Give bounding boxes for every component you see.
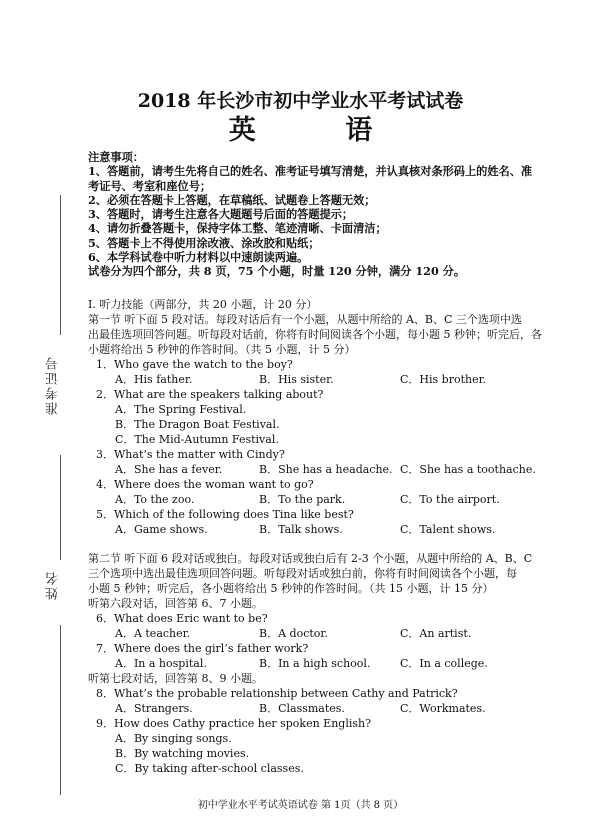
section2-instruction: 小题 5 秒钟；听完后，各小题将给出 5 秒钟的作答时间。（共 15 小题，计 15 分）: [88, 582, 494, 595]
binding-line: [60, 195, 61, 335]
question-stem: 1．Who gave the watch to the boy?: [96, 358, 293, 371]
notes-heading: 注意事项：: [88, 150, 144, 164]
section1-instruction: 第一节 听下面 5 段对话。每段对话后有一个小题，从题中所给的 A、B、C 三个选项中选: [88, 313, 522, 326]
name-label: 姓名: [46, 570, 61, 600]
question-stem: 6．What does Eric want to be?: [96, 612, 268, 625]
option-b: B．A doctor.: [259, 627, 328, 640]
option-c: C．His brother.: [400, 373, 487, 386]
dialog-heading: 听第七段对话，回答第 8、9 小题。: [88, 672, 263, 685]
option-b: B．By watching movies.: [115, 747, 250, 760]
option-a: A．His father.: [115, 373, 193, 386]
option-a: A．In a hospital.: [115, 657, 207, 670]
option-c: C．Talent shows.: [400, 523, 496, 536]
exam-number-label: 准考证号: [46, 355, 61, 415]
option-b: B．In a high school.: [259, 657, 371, 670]
option-a: A．Strangers.: [115, 702, 193, 715]
option-c: C．By taking after-school classes.: [115, 762, 304, 775]
option-a: A．By singing songs.: [115, 732, 232, 745]
binding-line: [60, 625, 61, 795]
option-a: A．A teacher.: [115, 627, 191, 640]
section1-instruction: 出最佳选项回答问题。听每段对话前，你将有时间阅读各个小题，每小题 5 秒钟；听完后，各: [88, 328, 542, 341]
option-a: A．She has a fever.: [115, 463, 223, 476]
option-b: B．Talk shows.: [259, 523, 343, 536]
notes-item: 4、请勿折叠答题卡，保持字体工整、笔迹清晰、卡面清洁；: [88, 221, 387, 236]
option-b: B．She has a headache.: [259, 463, 393, 476]
notes-item: 3、答题时，请考生注意各大题题号后面的答题提示；: [88, 207, 354, 222]
question-stem: 7．Where does the girl’s father work?: [96, 642, 309, 655]
question-stem: 5．Which of the following does Tina like best?: [96, 508, 354, 521]
option-b: B．His sister.: [259, 373, 334, 386]
section1-instruction: 小题将给出 5 秒钟的作答时间。（共 5 小题，计 5 分）: [88, 343, 356, 356]
option-c: C．In a college.: [400, 657, 488, 670]
option-c: C．The Mid-Autumn Festival.: [115, 433, 279, 446]
subject-title: 英 语: [228, 115, 413, 146]
question-stem: 2．What are the speakers talking about?: [96, 388, 324, 401]
notes-item: 考证号、考室和座位号；: [88, 178, 212, 193]
notes-block: [88, 150, 532, 279]
page-footer: 初中学业水平考试英语试卷 第 1页（共 8 页）: [197, 800, 404, 811]
section2-instruction: 三个选项中选出最佳选项回答问题。听每段对话或独白前，你将有时间阅读各个小题，每: [88, 567, 517, 580]
option-a: A．Game shows.: [115, 523, 208, 536]
section2-instruction: 第二节 听下面 6 段对话或独白。每段对话或独白后有 2-3 个小题，从题中所给的 A、B、C: [88, 552, 533, 565]
question-stem: 4．Where does the woman want to go?: [96, 478, 314, 491]
exam-title: 2018 年长沙市初中学业水平考试试卷: [137, 90, 464, 112]
notes-item: 5、答题卡上不得使用涂改液、涂改胶和贴纸；: [88, 235, 320, 250]
part-heading: I. 听力技能（两部分，共 20 小题，计 20 分）: [88, 298, 318, 311]
question-stem: 8．What’s the probable relationship between Cathy and Patrick?: [96, 687, 458, 700]
option-a: A．To the zoo.: [115, 493, 195, 506]
option-c: C．An artist.: [400, 627, 472, 640]
question-stem: 9．How does Cathy practice her spoken English?: [96, 717, 371, 730]
option-b: B．The Dragon Boat Festival.: [115, 418, 280, 431]
option-b: B．To the park.: [259, 493, 346, 506]
option-c: C．She has a toothache.: [400, 463, 536, 476]
option-c: C．To the airport.: [400, 493, 500, 506]
dialog-heading: 听第六段对话，回答第 6、7 小题。: [88, 597, 263, 610]
question-stem: 3．What’s the matter with Cindy?: [96, 448, 285, 461]
option-c: C．Workmates.: [400, 702, 486, 715]
notes-item: 试卷分为四个部分，共 8 页，75 个小题，时量 120 分钟，满分 120 分。: [88, 264, 466, 279]
notes-item: 6、本学科试卷中听力材料以中速朗读两遍。: [88, 250, 309, 265]
binding-line: [60, 455, 61, 560]
notes-item: 2、必须在答题卡上答题，在草稿纸、试题卷上答题无效；: [88, 192, 376, 207]
option-b: B．Classmates.: [259, 702, 345, 715]
option-a: A．The Spring Festival.: [115, 403, 247, 416]
notes-item: 1、答题前，请考生先将自己的姓名、准考证号填写清楚，并认真核对条形码上的姓名、准: [88, 164, 533, 179]
